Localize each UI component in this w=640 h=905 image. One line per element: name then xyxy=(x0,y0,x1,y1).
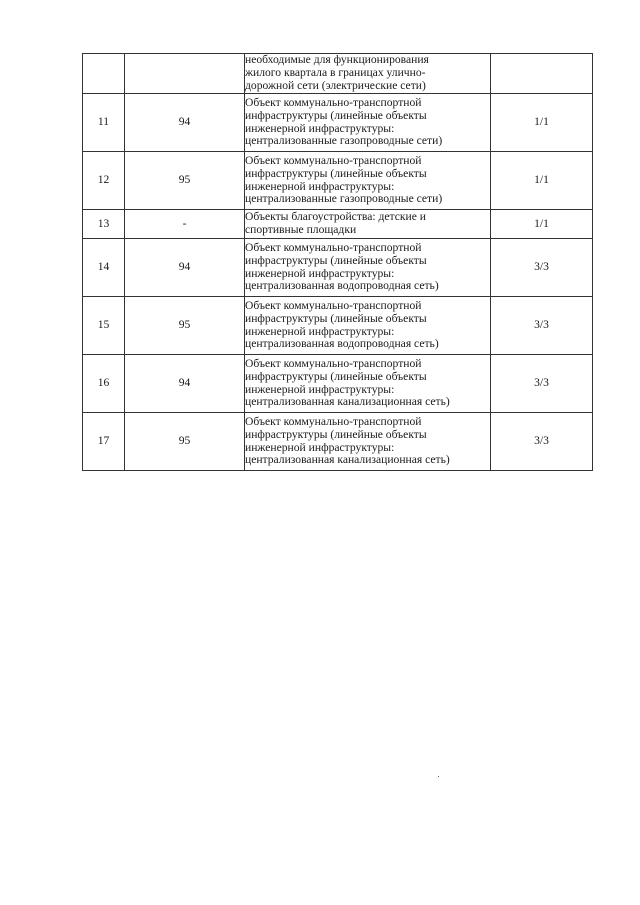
object-description xyxy=(245,239,491,297)
description-line: инфраструктуры (линейные объекты xyxy=(245,108,427,122)
objects-table xyxy=(82,53,593,471)
object-description xyxy=(245,297,491,355)
row-number: 13 xyxy=(83,210,125,239)
description-line: инфраструктуры (линейные объекты xyxy=(245,253,427,267)
object-description xyxy=(245,355,491,413)
plot-number: 94 xyxy=(125,239,245,297)
scan-speck xyxy=(438,776,439,777)
plot-number: 94 xyxy=(125,355,245,413)
description-line: жилого квартала в границах улично- xyxy=(245,66,426,80)
object-count: 3/3 xyxy=(491,297,593,355)
plot-number xyxy=(125,54,245,94)
description-line: инженерной инфраструктуры: xyxy=(245,179,395,193)
object-count: 1/1 xyxy=(491,94,593,152)
description-line: инженерной инфраструктуры: xyxy=(245,382,395,396)
description-line: централизованные газопроводные сети) xyxy=(245,134,443,148)
table-row xyxy=(83,94,593,152)
row-number: 11 xyxy=(83,94,125,152)
description-line: инженерной инфраструктуры: xyxy=(245,440,395,454)
description-line: Объект коммунально-транспортной xyxy=(245,153,422,167)
description-line: централизованная канализационная сеть) xyxy=(245,453,450,467)
plot-number: 95 xyxy=(125,413,245,471)
object-count: 1/1 xyxy=(491,152,593,210)
description-line: централизованная водопроводная сеть) xyxy=(245,337,439,351)
object-count: 3/3 xyxy=(491,413,593,471)
description-line: Объект коммунально-транспортной xyxy=(245,414,422,428)
object-description xyxy=(245,54,491,94)
description-line: инженерной инфраструктуры: xyxy=(245,266,395,280)
row-number: 17 xyxy=(83,413,125,471)
object-description xyxy=(245,152,491,210)
description-line: централизованные газопроводные сети) xyxy=(245,192,443,206)
description-line: централизованная водопроводная сеть) xyxy=(245,279,439,293)
description-line: инфраструктуры (линейные объекты xyxy=(245,427,427,441)
table-row xyxy=(83,152,593,210)
description-line: инженерной инфраструктуры: xyxy=(245,121,395,135)
description-line: дорожной сети (электрические сети) xyxy=(245,78,426,92)
description-line: Объект коммунально-транспортной xyxy=(245,95,422,109)
table-row xyxy=(83,239,593,297)
object-count: 1/1 xyxy=(491,210,593,239)
description-line: инфраструктуры (линейные объекты xyxy=(245,369,427,383)
table-row xyxy=(83,210,593,239)
description-line: спортивные площадки xyxy=(245,223,357,236)
description-line: Объект коммунально-транспортной xyxy=(245,240,422,254)
row-number: 16 xyxy=(83,355,125,413)
plot-number: 95 xyxy=(125,152,245,210)
description-line: Объект коммунально-транспортной xyxy=(245,298,422,312)
object-description xyxy=(245,210,491,239)
object-count xyxy=(491,54,593,94)
row-number: 14 xyxy=(83,239,125,297)
table-row xyxy=(83,413,593,471)
description-line: Объект коммунально-транспортной xyxy=(245,356,422,370)
table-row xyxy=(83,355,593,413)
object-count: 3/3 xyxy=(491,239,593,297)
description-line: централизованная канализационная сеть) xyxy=(245,395,450,409)
description-line: необходимые для функционирования xyxy=(245,53,429,67)
object-count: 3/3 xyxy=(491,355,593,413)
plot-number: 94 xyxy=(125,94,245,152)
object-description xyxy=(245,94,491,152)
row-number xyxy=(83,54,125,94)
row-number: 15 xyxy=(83,297,125,355)
description-line: Объекты благоустройства: детские и xyxy=(245,210,426,224)
table-row xyxy=(83,54,593,94)
description-line: инфраструктуры (линейные объекты xyxy=(245,166,427,180)
row-number: 12 xyxy=(83,152,125,210)
object-description xyxy=(245,413,491,471)
plot-number: - xyxy=(125,210,245,239)
description-line: инженерной инфраструктуры: xyxy=(245,324,395,338)
description-line: инфраструктуры (линейные объекты xyxy=(245,311,427,325)
plot-number: 95 xyxy=(125,297,245,355)
table-row xyxy=(83,297,593,355)
